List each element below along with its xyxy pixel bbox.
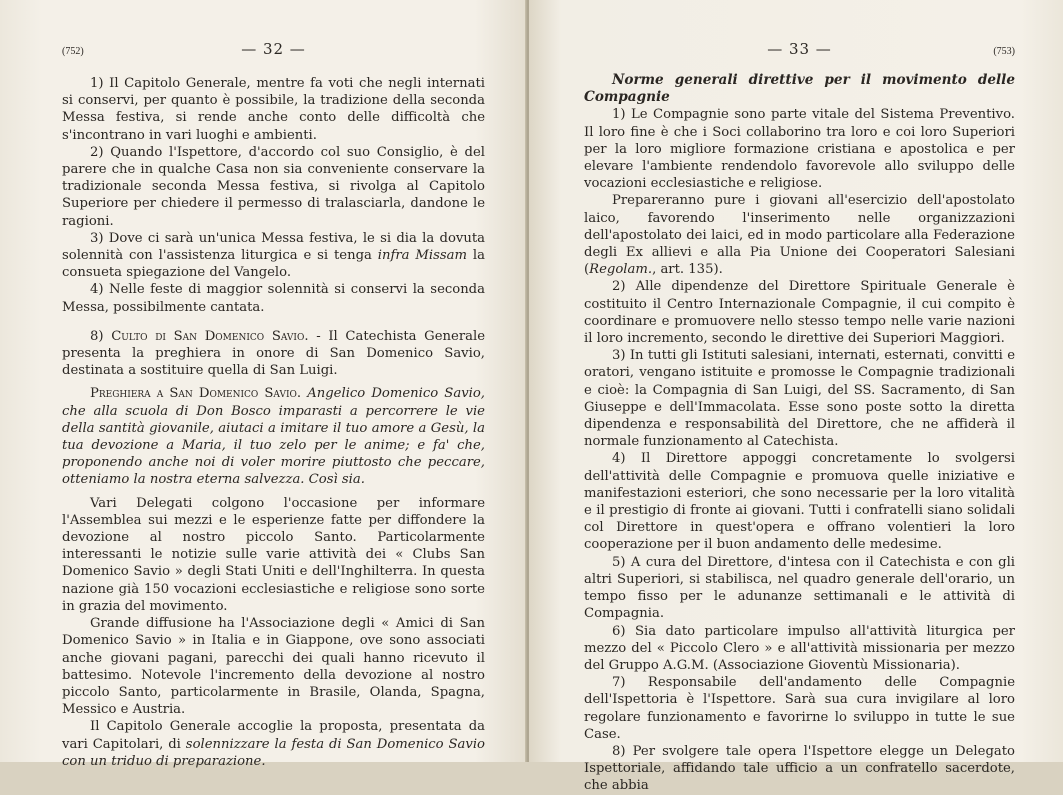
prayer-text: Angelico Domenico Savio, che alla scuola di Don Bosco imparasti a percorrere le vie della santità giovanile, aiutaci a imitare il tuo amore a Gesù, la tua devozione a Maria, il tuo zelo per le anime; e fa' che, proponendo anche noi di voler morire piuttosto che peccare, otteniamo la nostra eterna salvezza. Così sia. (62, 386, 486, 488)
paragraph: 5) A cura del Direttore, d'intesa con il Catechista e con gli altri Superiori, si stabilisca, nel quadro generale dell'orario, un tempo fisso per le adunanze settimanali e le attività di Compagnia. (584, 554, 1015, 622)
section-title: Culto di San Domenico Savio. (111, 328, 309, 344)
prayer-paragraph (62, 385, 485, 488)
paragraph: 1) Le Compagnie sono parte vitale del Sistema Preventivo. Il loro fine è che i Soci collaborino tra loro e coi loro Superiori per la loro migliore formazione cristiana e apostolica e per elevare l'ambiente rendendolo favorevole allo sviluppo delle vocazioni ecclesiastiche e religiose. (584, 107, 1015, 192)
paragraph: 6) Sia dato particolare impulso all'attività liturgica per mezzo del « Piccolo Clero » e all'attività missionaria per mezzo del Gruppo A.G.M. (Associazione Gioventù Missionaria). (584, 623, 1015, 673)
right-page-number: — 33 — (767, 40, 832, 58)
text-run: , art. 135). (652, 262, 723, 278)
paragraph: 7) Responsabile dell'andamento delle Compagnie dell'Ispettoria è l'Ispettore. Sarà sua cura invigilare al loro regolare funzionamento e favorirne lo sviluppo in tutte le sue Case. (584, 675, 1015, 742)
paragraph: 1) Il Capitolo Generale, mentre fa voti che negli internati si conservi, per quanto è possibile, la tradizione della seconda Messa festiva, si rende anche conto delle difficoltà che s'incontrano in vari luoghi e ambienti. (62, 76, 485, 143)
right-page (529, 0, 1063, 794)
section-number: 8) (90, 328, 112, 344)
italic-run: solennizzare la festa di San Domenico Savio con un triduo di preparazione. (62, 736, 486, 769)
paragraph: 4) Il Direttore appoggi concretamente lo svolgersi dell'attività delle Compagnie e promuova quelle iniziative e manifestazioni esteriori, che sono necessarie per la loro vitalità e il prestigio di fronte ai giovani. Tutti i confratelli siano solidali col Direttore in quest'opera e offrano volentieri la loro cooperazione per il buon andamento delle medesime. (584, 451, 1015, 553)
paragraph (62, 718, 485, 770)
left-header (62, 40, 485, 66)
italic-run: infra Missam (377, 248, 468, 264)
paragraph (584, 192, 1015, 278)
paragraph: 2) Alle dipendenze del Direttore Spirituale Generale è costituito il Centro Internazionale Compagnie, il cui compito è coordinare e promuovere nello stesso tempo nelle varie nazioni il loro incremento, secondo le direttive dei Superiori Maggiori. (584, 279, 1015, 347)
right-header (584, 40, 1015, 66)
left-page-ref: (752) (62, 46, 84, 57)
italic-run: Regolam. (589, 262, 653, 278)
left-page-number: — 32 — (241, 40, 306, 58)
paragraph: Grande diffusione ha l'Associazione degli « Amici di San Domenico Savio » in Italia e in Giappone, ove sono associati anche giovani pagani, parecchi dei quali hanno ricevuto il battesimo. Notevole l'incremento della devozione al nostro piccolo Santo, particolarmente in Brasile, Olanda, Spagna, Messico e Austria. (62, 616, 485, 718)
paragraph: 3) In tutti gli Istituti salesiani, internati, esternati, convitti e oratori, vengano istituite e promosse le Compagnie tradizionali e cioè: la Compagnia di San Luigi, del SS. Sacramento, di San Giuseppe e dell'Immacolata. Esse sono poste sotto la diretta dipendenza e responsabilità del Direttore, che ne affiderà il normale funzionamento al Catechista. (584, 348, 1015, 450)
paragraph: Vari Delegati colgono l'occasione per informare l'Assemblea sui mezzi e le esperienze fatte per diffondere la devozione al nostro piccolo Santo. Particolarmente interessanti le notizie sulle varie attività dei « Clubs San Domenico Savio » degli Stati Uniti e dell'Inghilterra. In questa nazione già 150 vocazioni ecclesiastiche e religiose sono sorte in grazia del movimento. (62, 495, 485, 614)
text-run: - Il Catechista Generale presenta la preghiera in onore di San Domenico Savio, destinata a sostituire quella di San Luigi. (62, 328, 486, 379)
paragraph: 8) Per svolgere tale opera l'Ispettore elegge un Delegato Ispettoriale, affidando tale ufficio a un confratello sacerdote, che abbia (584, 743, 1015, 794)
text-run: Prepareranno pure i giovani all'esercizio dell'apostolato laico, favorendo l'inserimento nelle organizzazioni dell'apostolato dei laici, ed in modo particolare alla Federazione degli Ex allievi e alla Pia Unione dei Cooperatori Salesiani ( (584, 193, 1015, 278)
right-page-ref: (753) (993, 46, 1015, 57)
section-heading: Norme generali direttive per il movimento delle Compagnie (584, 72, 1015, 106)
section-paragraph (62, 328, 485, 380)
left-page-body (62, 75, 485, 770)
paragraph (62, 230, 485, 282)
prayer-title: Preghiera a San Domenico Savio. (90, 386, 302, 402)
left-page (0, 0, 527, 769)
paragraph: 2) Quando l'Ispettore, d'accordo col suo Consiglio, è del parere che in qualche Casa non sia conveniente conservare la tradizionale seconda Messa festiva, si rivolga al Capitolo Superiore per chiedere il permesso di tralasciarla, dandone le ragioni. (62, 144, 485, 229)
text-run: la consueta spiegazione del Vangelo. (62, 248, 485, 281)
text-run: Il Capitolo Generale accoglie la proposta, presentata da vari Capitolari, di (62, 719, 485, 752)
right-page-body (584, 72, 1015, 795)
paragraph: 4) Nelle feste di maggior solennità si conservi la seconda Messa, possibilmente cantata. (62, 282, 485, 315)
text-run: 3) Dove ci sarà un'unica Messa festiva, le si dia la dovuta solennità con l'assistenza liturgica e si tenga (62, 230, 485, 264)
